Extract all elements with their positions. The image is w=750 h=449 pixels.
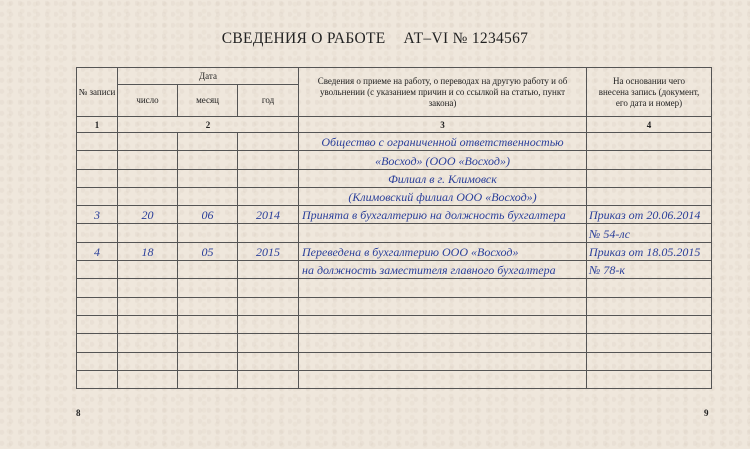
table-row [77,242,712,260]
info-cell [299,297,587,315]
basis-cell [587,352,712,370]
month-cell [178,315,238,333]
year-cell: 2015 [238,242,299,260]
day-cell [118,261,178,279]
info-cell: (Климовский филиал ООО «Восход») [299,187,587,205]
document-title: СВЕДЕНИЯ О РАБОТЕ [221,30,386,47]
month-cell [178,187,238,205]
page-number-left: 8 [76,408,81,418]
record-number-cell [77,334,118,352]
info-cell: Переведена в бухгалтерию ООО «Восход» [299,242,587,260]
day-cell [118,133,178,151]
table-header [77,68,712,133]
employment-records-table [76,67,712,389]
day-cell [118,224,178,242]
series-number: АТ–VI № 1234567 [403,30,529,47]
basis-cell: № 78-к [587,261,712,279]
record-number-cell [77,297,118,315]
info-cell: Принята в бухгалтерию на должность бухгалтера [299,206,587,224]
record-number-cell: 4 [77,242,118,260]
column-number: 4 [587,117,712,133]
table-row [77,370,712,388]
header-year: год [238,85,299,117]
basis-cell: Приказ от 18.05.2015 [587,242,712,260]
month-cell: 05 [178,242,238,260]
table-body [77,133,712,389]
year-cell [238,169,299,187]
year-cell [238,334,299,352]
info-cell: Общество с ограниченной ответственностью [299,133,587,151]
table-row [77,151,712,169]
column-number: 3 [299,117,587,133]
table-row [77,224,712,242]
column-number: 1 [77,117,118,133]
month-cell [178,133,238,151]
page-number-right: 9 [704,408,709,418]
header-day: число [118,85,178,117]
info-cell [299,370,587,388]
document-title-line [0,30,750,48]
table-row [77,133,712,151]
day-cell [118,315,178,333]
month-cell [178,224,238,242]
record-number-cell [77,315,118,333]
header-record-no: № записи [77,68,118,117]
record-number-cell: 3 [77,206,118,224]
day-cell [118,151,178,169]
info-cell [299,279,587,297]
year-cell [238,297,299,315]
basis-cell [587,279,712,297]
basis-cell [587,169,712,187]
month-cell [178,261,238,279]
basis-cell [587,315,712,333]
year-cell [238,224,299,242]
year-cell [238,133,299,151]
month-cell [178,169,238,187]
year-cell: 2014 [238,206,299,224]
year-cell [238,315,299,333]
record-number-cell [77,370,118,388]
day-cell [118,370,178,388]
month-cell [178,370,238,388]
day-cell [118,297,178,315]
day-cell: 20 [118,206,178,224]
basis-cell [587,370,712,388]
column-number: 2 [118,117,299,133]
record-number-cell [77,279,118,297]
info-cell: Филиал в г. Климовск [299,169,587,187]
day-cell [118,169,178,187]
day-cell [118,334,178,352]
year-cell [238,370,299,388]
table-row [77,279,712,297]
year-cell [238,261,299,279]
table-row [77,352,712,370]
year-cell [238,151,299,169]
record-number-cell [77,169,118,187]
info-cell [299,315,587,333]
day-cell [118,352,178,370]
basis-cell [587,133,712,151]
month-cell [178,352,238,370]
basis-cell: № 54-лс [587,224,712,242]
basis-cell: Приказ от 20.06.2014 [587,206,712,224]
table-row [77,206,712,224]
header-date: Дата [118,68,299,85]
record-number-cell [77,151,118,169]
month-cell: 06 [178,206,238,224]
info-cell: на должность заместителя главного бухгалтера [299,261,587,279]
record-number-cell [77,224,118,242]
table-row [77,334,712,352]
table-row [77,297,712,315]
basis-cell [587,187,712,205]
day-cell: 18 [118,242,178,260]
column-number-row [77,117,712,133]
basis-cell [587,297,712,315]
basis-cell [587,151,712,169]
basis-cell [587,334,712,352]
table-row [77,315,712,333]
year-cell [238,352,299,370]
year-cell [238,279,299,297]
month-cell [178,297,238,315]
header-basis: На основании чего внесена запись (документ, его дата и номер) [587,68,712,117]
day-cell [118,187,178,205]
record-number-cell [77,352,118,370]
record-number-cell [77,187,118,205]
header-info: Сведения о приеме на работу, о переводах на другую работу и об увольнении (с указанием причин и со ссылкой на статью, пункт закона) [299,68,587,117]
table-row [77,169,712,187]
header-month: месяц [178,85,238,117]
record-number-cell [77,261,118,279]
table-row [77,261,712,279]
month-cell [178,279,238,297]
year-cell [238,187,299,205]
info-cell [299,334,587,352]
record-number-cell [77,133,118,151]
month-cell [178,334,238,352]
day-cell [118,279,178,297]
month-cell [178,151,238,169]
info-cell [299,352,587,370]
info-cell: «Восход» (ООО «Восход») [299,151,587,169]
table-row [77,187,712,205]
info-cell [299,224,587,242]
